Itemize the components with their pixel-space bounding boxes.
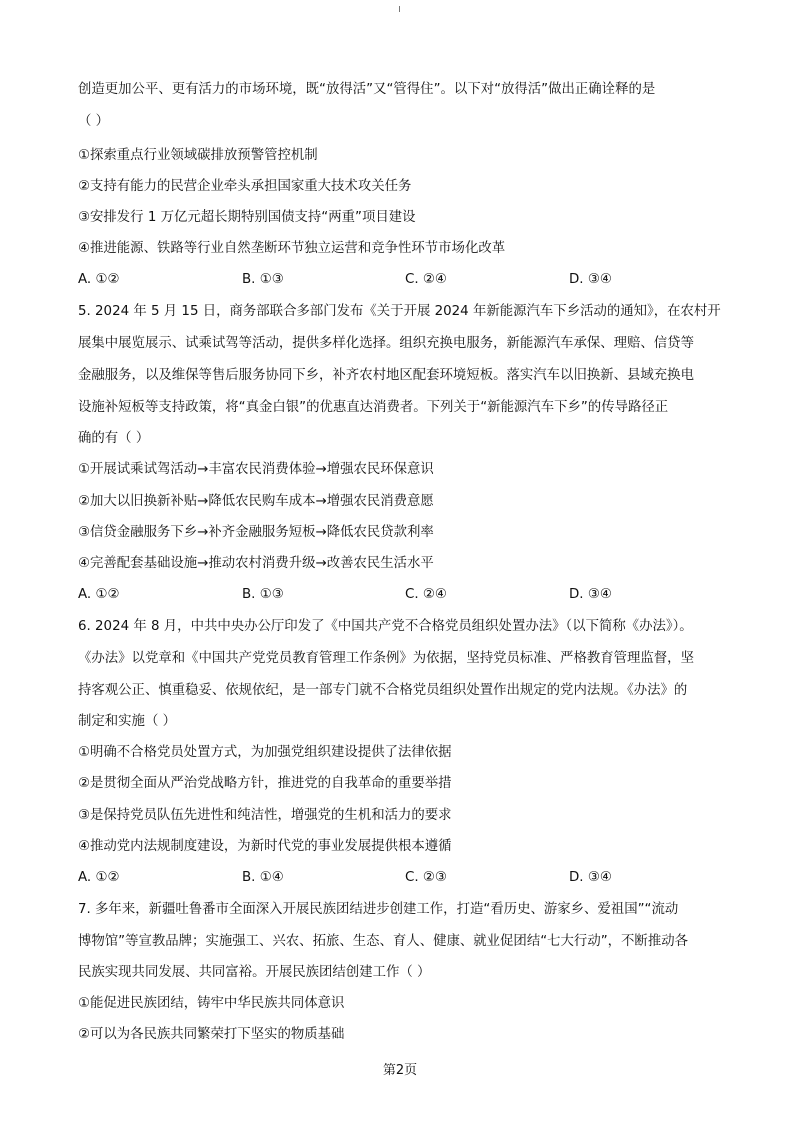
q4-stem-line: （ ） xyxy=(78,114,110,129)
q5-item-1: ①开展试乘试驾活动→丰富农民消费体验→增强农民环保意识 xyxy=(78,462,434,477)
q6-stem-line: 6. 2024 年 8 月，中共中央办公厅印发了《中国共产党不合格党员组织处置办法》（以下简称《办法》）。 xyxy=(78,619,693,634)
q5-option-c[interactable]: C. ②④ xyxy=(405,587,447,602)
top-tick-mark xyxy=(399,6,400,12)
q6-stem-line: 《办法》以党章和《中国共产党党员教育管理工作条例》为依据，坚持党员标准、严格教育管理监督，坚 xyxy=(78,651,694,666)
q4-stem-line: 创造更加公平、更有活力的市场环境，既“放得活”又“管得住”。以下对“放得活”做出正确诠释的是 xyxy=(78,82,656,97)
q7-stem-line: 博物馆”等宣教品牌；实施强工、兴农、拓旅、生态、育人、健康、就业促团结“七大行动”，不断推动各 xyxy=(78,934,688,949)
q5-options xyxy=(78,585,698,605)
q5-stem-line: 5. 2024 年 5 月 15 日，商务部联合多部门发布《关于开展 2024 年新能源汽车下乡活动的通知》，在农村开 xyxy=(78,304,721,319)
q4-item-2: ②支持有能力的民营企业牵头承担国家重大技术攻关任务 xyxy=(78,179,412,194)
q6-option-c[interactable]: C. ②③ xyxy=(405,870,447,885)
q7-stem-line: 7. 多年来，新疆吐鲁番市全面深入开展民族团结进步创建工作，打造“看历史、游家乡、爱祖国”“流动 xyxy=(78,902,679,917)
q5-item-3: ③信贷金融服务下乡→补齐金融服务短板→降低农民贷款利率 xyxy=(78,525,434,540)
q4-item-1: ①探索重点行业领域碳排放预警管控机制 xyxy=(78,148,318,163)
q4-option-c[interactable]: C. ②④ xyxy=(405,272,447,287)
q7-item-2: ②可以为各民族共同繁荣打下坚实的物质基础 xyxy=(78,1027,345,1042)
q6-item-2: ②是贯彻全面从严治党战略方针，推进党的自我革命的重要举措 xyxy=(78,776,452,791)
q6-stem-line: 制定和实施（ ） xyxy=(78,714,176,729)
q4-options xyxy=(78,270,698,290)
q5-stem-line: 展集中展览展示、试乘试驾等活动，提供多样化选择。组织充换电服务，新能源汽车承保、理赔、信贷等 xyxy=(78,336,694,351)
page-number: 第2页 xyxy=(382,1063,418,1078)
q7-stem-line: 民族实现共同发展、共同富裕。开展民族团结创建工作（ ） xyxy=(78,965,431,980)
q4-item-4: ④推进能源、铁路等行业自然垄断环节独立运营和竞争性环节市场化改革 xyxy=(78,241,506,256)
q6-option-d[interactable]: D. ③④ xyxy=(569,870,612,885)
q6-option-a[interactable]: A. ①② xyxy=(78,870,120,885)
q5-stem-line: 确的有（ ） xyxy=(78,431,150,446)
q6-item-3: ③是保持党员队伍先进性和纯洁性，增强党的生机和活力的要求 xyxy=(78,808,452,823)
q5-option-d[interactable]: D. ③④ xyxy=(569,587,612,602)
q6-option-b[interactable]: B. ①④ xyxy=(242,870,284,885)
q5-stem-line: 金融服务，以及维保等售后服务协同下乡，补齐农村地区配套环境短板。落实汽车以旧换新、县域充换电 xyxy=(78,368,694,383)
q6-item-4: ④推动党内法规制度建设，为新时代党的事业发展提供根本遵循 xyxy=(78,839,452,854)
q5-option-b[interactable]: B. ①③ xyxy=(242,587,284,602)
q4-option-d[interactable]: D. ③④ xyxy=(569,272,612,287)
q4-option-b[interactable]: B. ①③ xyxy=(242,272,284,287)
q5-stem-line: 设施补短板等支持政策，将“真金白银”的优惠直达消费者。下列关于“新能源汽车下乡”的传导路径正 xyxy=(78,400,669,415)
q6-options xyxy=(78,868,698,888)
q6-stem-line: 持客观公正、慎重稳妥、依规依纪，是一部专门就不合格党员组织处置作出规定的党内法规。《办法》的 xyxy=(78,683,688,698)
q6-item-1: ①明确不合格党员处置方式，为加强党组织建设提供了法律依据 xyxy=(78,745,452,760)
q5-option-a[interactable]: A. ①② xyxy=(78,587,120,602)
q4-option-a[interactable]: A. ①② xyxy=(78,272,120,287)
q4-item-3: ③安排发行 1 万亿元超长期特别国债支持“两重”项目建设 xyxy=(78,210,416,225)
q5-item-2: ②加大以旧换新补贴→降低农民购车成本→增强农民消费意愿 xyxy=(78,494,434,509)
q7-item-1: ①能促进民族团结，铸牢中华民族共同体意识 xyxy=(78,996,345,1011)
q5-item-4: ④完善配套基础设施→推动农村消费升级→改善农民生活水平 xyxy=(78,556,434,571)
